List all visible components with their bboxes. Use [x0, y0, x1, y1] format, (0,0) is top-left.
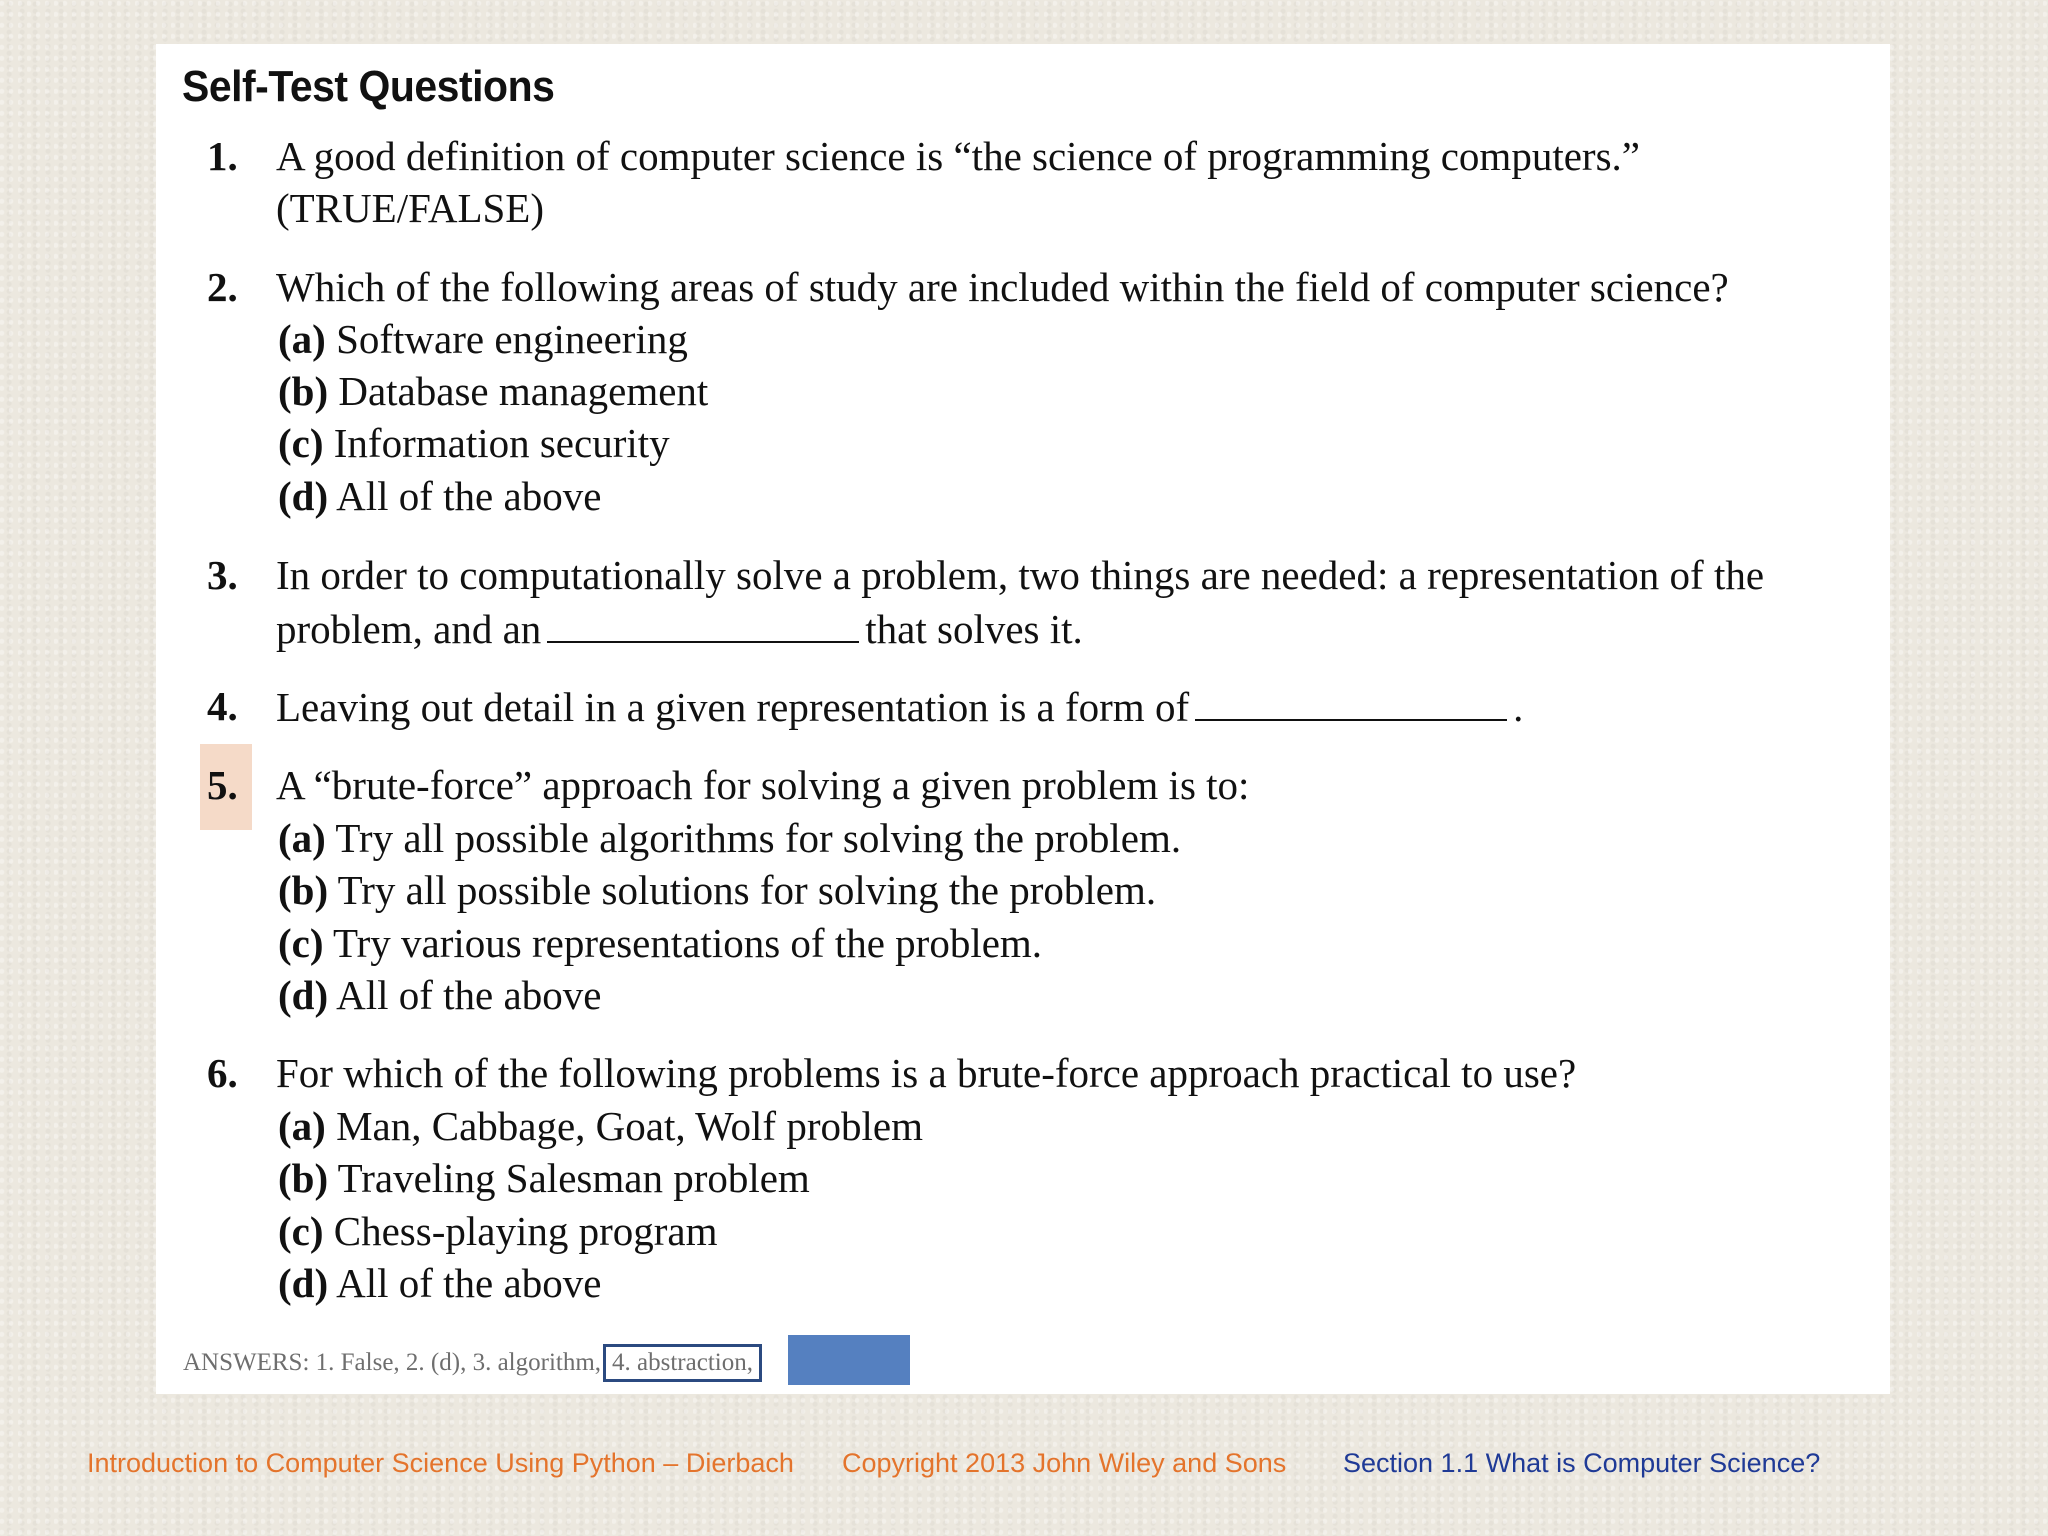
question-text: problem, and an that solves it. — [276, 605, 1083, 652]
answers-line — [183, 1344, 762, 1382]
question-number: 5. — [207, 762, 238, 808]
footer-section: Section 1.1 What is Computer Science? — [1343, 1448, 1821, 1478]
answer-option: (b) Try all possible solutions for solving the problem. — [278, 867, 1157, 913]
footer-book-title: Introduction to Computer Science Using Python – Dierbach — [87, 1448, 794, 1478]
answer-option: (b) Traveling Salesman problem — [278, 1155, 810, 1201]
question-number: 6. — [207, 1050, 238, 1096]
question-text: For which of the following problems is a brute-force approach practical to use? — [276, 1050, 1577, 1096]
answer-option: (c) Information security — [278, 420, 670, 466]
fill-in-blank — [547, 604, 859, 643]
answer-option: (c) Try various representations of the problem. — [278, 920, 1043, 966]
question-text: (TRUE/FALSE) — [276, 185, 545, 231]
question-number: 1. — [207, 133, 238, 179]
answer-option: (d) All of the above — [278, 972, 602, 1018]
answer-option: (a) Software engineering — [278, 316, 688, 362]
question-text: A “brute-force” approach for solving a given problem is to: — [276, 762, 1250, 808]
answer-option: (a) Man, Cabbage, Goat, Wolf problem — [278, 1103, 923, 1149]
question-number: 2. — [207, 264, 238, 310]
footer-copyright: Copyright 2013 John Wiley and Sons — [842, 1448, 1287, 1478]
answer-option: (c) Chess-playing program — [278, 1208, 718, 1254]
question-text: A good definition of computer science is “the science of programming computers.” — [276, 133, 1640, 179]
question-text: Leaving out detail in a given representation is a form of . — [276, 683, 1524, 730]
question-number: 4. — [207, 683, 238, 729]
answer-option: (b) Database management — [278, 368, 709, 414]
question-number: 3. — [207, 552, 238, 598]
fill-in-blank — [1195, 682, 1507, 721]
answer-option: (d) All of the above — [278, 473, 602, 519]
answer-cover-shape[interactable] — [788, 1335, 910, 1385]
question-text: In order to computationally solve a problem, two things are needed: a representation of the — [276, 552, 1765, 598]
answer-option: (a) Try all possible algorithms for solving the problem. — [278, 815, 1182, 861]
page-title: Self-Test Questions — [182, 62, 555, 111]
answer-option: (d) All of the above — [278, 1260, 602, 1306]
answer-reveal-box[interactable]: 4. abstraction, — [603, 1344, 762, 1382]
answers-text: ANSWERS: 1. False, 2. (d), 3. algorithm, — [183, 1349, 602, 1376]
question-text: Which of the following areas of study are included within the field of computer science? — [276, 264, 1729, 310]
